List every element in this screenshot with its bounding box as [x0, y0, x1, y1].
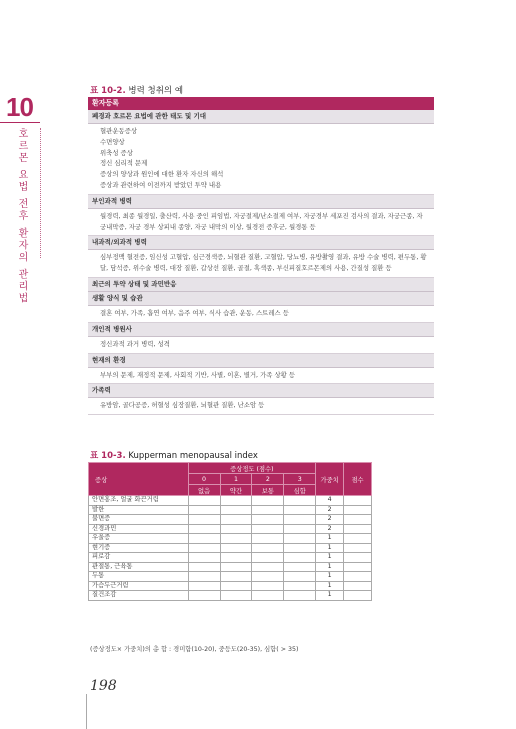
symptom-cell: 안면홍조, 얼굴 화끈거림	[89, 496, 189, 506]
chapter-dotted-rule	[40, 128, 41, 258]
symptom-column-header: 증상	[89, 463, 189, 496]
degree-cell[interactable]	[252, 591, 284, 601]
degree-cell[interactable]	[220, 515, 252, 525]
score-cell[interactable]	[344, 524, 372, 534]
degree-cell[interactable]	[284, 562, 316, 572]
section-body	[88, 368, 434, 385]
section-body	[88, 250, 434, 278]
degree-cell[interactable]	[188, 543, 220, 553]
symptom-cell: 피로감	[89, 553, 189, 563]
section-line: 정신 심리적 문제	[100, 159, 148, 168]
symptom-cell: 두통	[89, 572, 189, 582]
weight-cell: 4	[316, 496, 344, 506]
symptom-cell: 신경과민	[89, 524, 189, 534]
degree-cell[interactable]	[252, 543, 284, 553]
degree-cell[interactable]	[220, 553, 252, 563]
table2-caption	[90, 449, 258, 461]
symptom-cell: 가슴두근거림	[89, 581, 189, 591]
degree-cell[interactable]	[220, 591, 252, 601]
degree-cell[interactable]	[252, 524, 284, 534]
degree-cell[interactable]	[188, 553, 220, 563]
degree-cell[interactable]	[284, 553, 316, 563]
kupperman-table-body	[89, 496, 372, 601]
degree-cell[interactable]	[252, 515, 284, 525]
degree-cell[interactable]	[284, 505, 316, 515]
degree-number: 0	[188, 474, 220, 485]
degree-cell[interactable]	[220, 572, 252, 582]
score-cell[interactable]	[344, 515, 372, 525]
page-number: 198	[90, 678, 117, 694]
score-cell[interactable]	[344, 562, 372, 572]
section-title: 생활 양식 및 습관	[88, 292, 434, 306]
degree-label: 보통	[252, 485, 284, 496]
symptom-cell: 우울증	[89, 534, 189, 544]
degree-label: 약간	[220, 485, 252, 496]
degree-cell[interactable]	[252, 562, 284, 572]
score-cell[interactable]	[344, 534, 372, 544]
table-row	[89, 543, 372, 553]
table1-header: 환자등록	[88, 97, 434, 110]
section-title: 현재의 환경	[88, 354, 434, 368]
weight-cell: 2	[316, 515, 344, 525]
section-body	[88, 337, 434, 354]
table-row	[89, 553, 372, 563]
table2-caption-number: 표 10-3.	[90, 451, 126, 461]
degree-cell[interactable]	[188, 505, 220, 515]
weight-cell: 1	[316, 553, 344, 563]
degree-cell[interactable]	[188, 562, 220, 572]
section-title: 폐경과 호르몬 요법에 관한 태도 및 기대	[88, 110, 434, 124]
weight-cell: 1	[316, 572, 344, 582]
degree-cell[interactable]	[188, 524, 220, 534]
section-line: 증상의 양상과 원인에 대한 환자 자신의 해석	[100, 170, 224, 179]
table1-caption-text: 병력 청취의 예	[128, 86, 184, 96]
chapter-number: 10	[6, 92, 33, 122]
table-row	[89, 581, 372, 591]
table-row	[89, 572, 372, 582]
section-line: 부부의 문제, 재정적 문제, 사회적 기반, 사별, 이혼, 별거, 가족 상황 등	[100, 370, 296, 379]
degree-cell[interactable]	[252, 553, 284, 563]
table2-caption-text: Kupperman menopausal index	[128, 451, 258, 461]
degree-cell[interactable]	[284, 543, 316, 553]
degree-label: 없음	[188, 485, 220, 496]
section-line: 혈관운동증상	[100, 127, 138, 135]
section-title: 내과적/외과적 병력	[88, 236, 434, 250]
chapter-title: 호르몬 요법 전후 환자의 관리법	[16, 128, 27, 305]
kupperman-index-table	[88, 462, 372, 601]
section-title: 최근의 투약 상태 및 과민반응	[88, 278, 434, 292]
degree-cell[interactable]	[252, 505, 284, 515]
table-row	[89, 505, 372, 515]
table-row	[89, 524, 372, 534]
table1-caption-number: 표 10-2.	[90, 86, 126, 96]
symptom-cell: 불면증	[89, 515, 189, 525]
degree-number: 2	[252, 474, 284, 485]
degree-cell[interactable]	[284, 515, 316, 525]
degree-cell[interactable]	[284, 534, 316, 544]
table-row	[89, 496, 372, 506]
weight-cell: 1	[316, 581, 344, 591]
weight-cell: 2	[316, 524, 344, 534]
section-line: 증상과 관련하여 이전까지 받았던 투약 내용	[100, 180, 222, 189]
score-cell[interactable]	[344, 581, 372, 591]
section-body	[88, 124, 434, 195]
degree-cell[interactable]	[220, 496, 252, 506]
section-body	[88, 306, 434, 323]
section-title: 개인적 병원사	[88, 323, 434, 337]
section-line: 결혼 여부, 가족, 흡연 여부, 음주 여부, 식사 습관, 운동, 스트레스 등	[100, 308, 289, 317]
section-line: 정신과적 과거 병력, 성격	[100, 339, 170, 348]
degree-cell[interactable]	[284, 496, 316, 506]
history-taking-table	[88, 97, 434, 415]
weight-cell: 1	[316, 591, 344, 601]
section-line: 유방암, 골다공증, 허혈성 심장질환, 뇌혈관 질환, 난소암 등	[100, 401, 265, 410]
degree-number: 1	[220, 474, 252, 485]
section-title: 부인과적 병력	[88, 195, 434, 209]
degree-cell[interactable]	[188, 591, 220, 601]
degree-cell[interactable]	[220, 543, 252, 553]
weight-cell: 1	[316, 534, 344, 544]
table2-footnote: (증상정도× 가중치)의 총 합 : 경미함(10-20), 중등도(20-35), 심함( > 35)	[90, 646, 299, 653]
section-line: 월경력, 최종 월경일, 출산력, 사용 중인 피임법, 자궁절제/난소절제 여부, 자궁경부 세포진 검사의 결과, 자궁근종, 자궁내막증, 자궁 경부 상피내 종양, 자궁 내막의 이상, 월경전 증후군, 월경통 등	[100, 211, 423, 231]
degree-cell[interactable]	[284, 581, 316, 591]
weight-cell: 1	[316, 562, 344, 572]
degree-cell[interactable]	[252, 534, 284, 544]
section-title: 가족력	[88, 384, 434, 398]
weight-column-header: 가중치	[316, 463, 344, 496]
degree-cell[interactable]	[220, 505, 252, 515]
symptom-cell: 관절통, 근육통	[89, 562, 189, 572]
section-body	[88, 398, 434, 415]
degree-number: 3	[284, 474, 316, 485]
degree-column-header: 증상정도 (점수)	[188, 463, 316, 474]
score-cell[interactable]	[344, 543, 372, 553]
degree-cell[interactable]	[220, 524, 252, 534]
degree-cell[interactable]	[252, 581, 284, 591]
score-column-header: 점수	[344, 463, 372, 496]
section-body	[88, 209, 434, 237]
table-row	[89, 515, 372, 525]
section-line: 심부정맥 혈전증, 임신성 고혈압, 심근경색증, 뇌혈관 질환, 고혈압, 당뇨병, 유방촬영 결과, 유방 수술 병력, 편두통, 황달, 담석증, 위수술 병력, 대장 질환, 갑상선 질환, 골절, 혹색종, 부신피질호르몬제의 사용, 간질성 질환 등	[100, 253, 427, 273]
degree-cell[interactable]	[188, 496, 220, 506]
score-cell[interactable]	[344, 553, 372, 563]
degree-cell[interactable]	[284, 591, 316, 601]
degree-cell[interactable]	[284, 572, 316, 582]
weight-cell: 2	[316, 505, 344, 515]
degree-cell[interactable]	[188, 515, 220, 525]
score-cell[interactable]	[344, 572, 372, 582]
degree-cell[interactable]	[188, 534, 220, 544]
symptom-cell: 질건조감	[89, 591, 189, 601]
degree-cell[interactable]	[252, 496, 284, 506]
degree-label: 심함	[284, 485, 316, 496]
weight-cell: 1	[316, 543, 344, 553]
score-cell[interactable]	[344, 496, 372, 506]
degree-cell[interactable]	[188, 572, 220, 582]
table-row	[89, 591, 372, 601]
degree-cell[interactable]	[220, 581, 252, 591]
table-row	[89, 562, 372, 572]
symptom-cell: 현기증	[89, 543, 189, 553]
section-line: 수면양상	[100, 137, 125, 146]
section-line: 위축성 증상	[100, 148, 133, 157]
degree-cell[interactable]	[220, 534, 252, 544]
degree-cell[interactable]	[284, 524, 316, 534]
chapter-divider	[0, 122, 40, 123]
table-row	[89, 534, 372, 544]
table1-caption	[90, 84, 183, 96]
page-number-rule	[86, 694, 87, 729]
score-cell[interactable]	[344, 505, 372, 515]
score-cell[interactable]	[344, 591, 372, 601]
degree-cell[interactable]	[220, 562, 252, 572]
degree-cell[interactable]	[188, 581, 220, 591]
symptom-cell: 발한	[89, 505, 189, 515]
degree-cell[interactable]	[252, 572, 284, 582]
